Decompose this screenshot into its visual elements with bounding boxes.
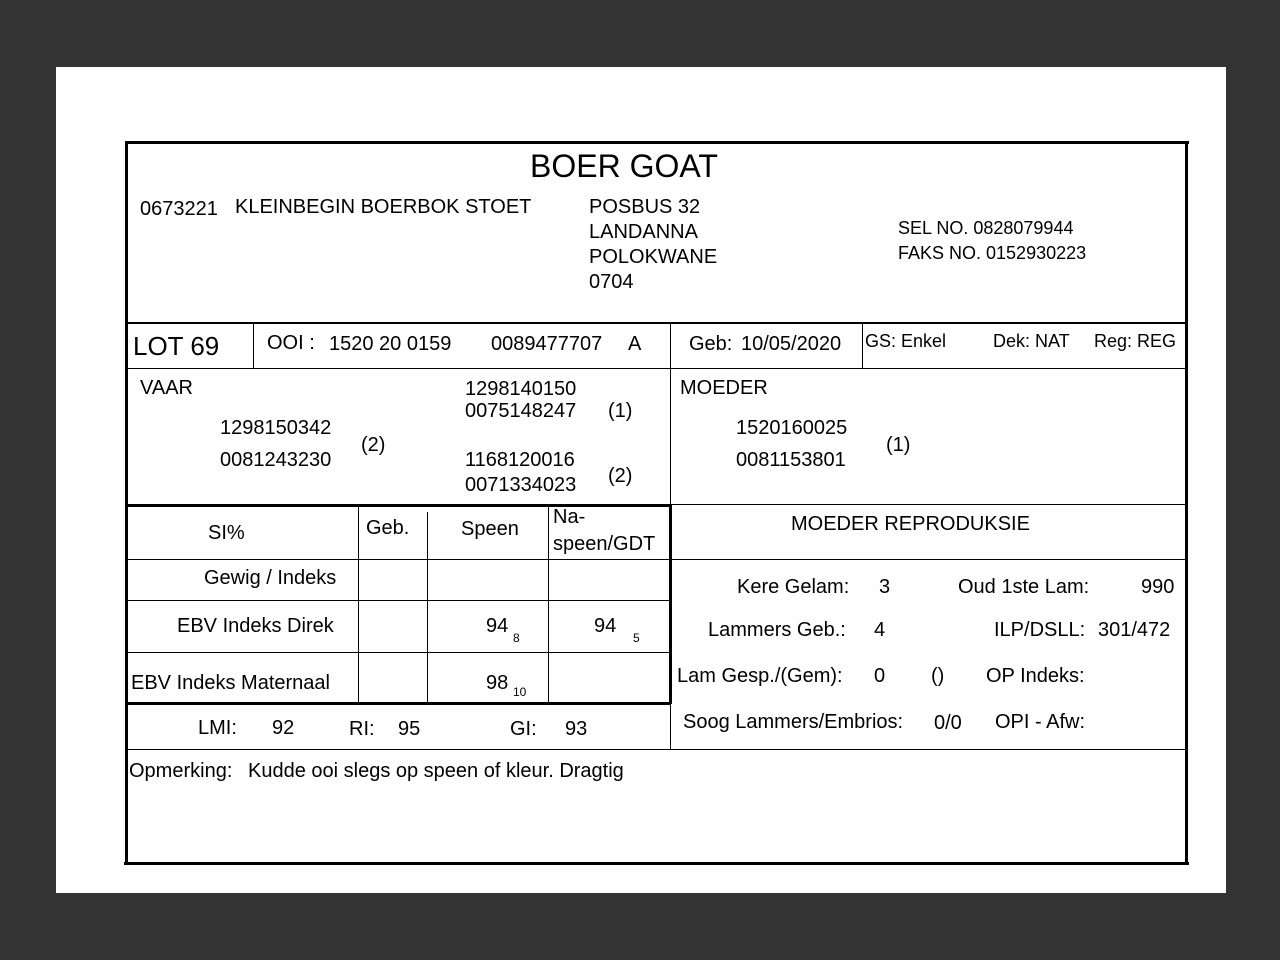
address-line-4: 0704	[589, 271, 634, 293]
dam-label: MOEDER	[680, 377, 768, 399]
kidding-count-label: Kere Gelam:	[737, 576, 850, 598]
dam-code: (1)	[886, 434, 911, 456]
ilp-dsll-label: ILP/DSLL:	[994, 619, 1086, 641]
divider-repro-header	[671, 559, 1186, 560]
ooi-grade: A	[628, 333, 642, 355]
birth-date: 10/05/2020	[741, 333, 842, 355]
ooi-label: OOI :	[267, 332, 315, 354]
ebv-maternal-weaning: 98	[486, 672, 509, 694]
dam-id: 1520160025	[736, 417, 848, 439]
opi-deviation-label: OPI - Afw:	[995, 711, 1086, 733]
ilp-dsll: 301/472	[1098, 619, 1171, 641]
si-row-line-4	[128, 702, 671, 705]
kids-weaned: 0	[874, 665, 886, 687]
sire-reg: 0081243230	[220, 449, 332, 471]
grandsire-1-code: (1)	[608, 400, 633, 422]
sire-label: VAAR	[140, 377, 193, 399]
reproduction-title: MOEDER REPRODUKSIE	[791, 513, 1030, 535]
ri-label: RI:	[349, 718, 375, 740]
kids-weaned-label: Lam Gesp./(Gem):	[677, 665, 843, 687]
divider-pedigree-bottom-right	[671, 504, 1186, 505]
grandsire-2-id: 1168120016	[465, 449, 575, 471]
row-weight-index-label: Gewig / Indeks	[204, 567, 337, 589]
gi-value: 93	[565, 718, 588, 740]
breeder-number: 0673221	[140, 198, 218, 220]
kidding-count: 3	[879, 576, 891, 598]
ebv-direct-weaning-acc: 8	[513, 631, 520, 645]
divider-pedigree-bottom-left	[128, 504, 671, 507]
breeder-name: KLEINBEGIN BOERBOK STOET	[235, 196, 532, 218]
remark-label: Opmerking:	[129, 760, 233, 782]
border-bottom	[124, 862, 1189, 865]
divider-lot-1	[253, 323, 254, 369]
phone-number: SEL NO. 0828079944	[898, 218, 1074, 238]
weaning-header: Speen	[461, 518, 519, 540]
ebv-direct-weaning: 94	[486, 615, 509, 637]
kids-weaned-avg: ()	[931, 665, 945, 687]
divider-remark	[128, 749, 1186, 750]
row-ebv-direct-label: EBV Indeks Direk	[177, 615, 334, 637]
divider-header	[128, 322, 1186, 324]
divider-lot-2	[862, 323, 863, 369]
gi-label: GI:	[510, 718, 537, 740]
address-line-2: LANDANNA	[589, 221, 698, 243]
si-col-line-1	[358, 506, 359, 703]
birth-status: GS: Enkel	[865, 331, 947, 351]
kids-born: 4	[874, 619, 886, 641]
lot-number: LOT 69	[133, 331, 220, 361]
lmi-label: LMI:	[198, 717, 237, 739]
post-weaning-header-1: Na-	[553, 506, 586, 528]
border-right	[1185, 141, 1188, 865]
si-col-line-2	[427, 512, 428, 703]
ooi-reg: 0089477707	[491, 333, 603, 355]
remark-text: Kudde ooi slegs op speen of kleur. Dragtig	[248, 760, 624, 782]
registration-type: Reg: REG	[1094, 331, 1177, 351]
age-first-kid-label: Oud 1ste Lam:	[958, 576, 1090, 598]
kids-born-label: Lammers Geb.:	[708, 619, 846, 641]
si-row-line-3	[128, 652, 671, 653]
grandsire-2-code: (2)	[608, 465, 633, 487]
fax-number: FAKS NO. 0152930223	[898, 243, 1087, 263]
sire-code: (2)	[361, 434, 386, 456]
op-index-label: OP Indeks:	[986, 665, 1085, 687]
ooi-id: 1520 20 0159	[329, 333, 452, 355]
si-row-line-1	[128, 559, 671, 560]
ebv-direct-post-weaning-acc: 5	[633, 631, 640, 645]
ebv-direct-post-weaning: 94	[594, 615, 617, 637]
divider-lot	[128, 368, 1186, 369]
age-first-kid: 990	[1141, 576, 1175, 598]
si-table-right-border	[669, 505, 672, 704]
ebv-maternal-weaning-acc: 10	[513, 685, 527, 699]
si-col-line-3	[548, 506, 549, 703]
sire-id: 1298150342	[220, 417, 332, 439]
grandsire-1-reg: 0075148247	[465, 400, 577, 422]
grandsire-2-reg: 0071334023	[465, 474, 577, 496]
grandsire-1-id: 1298140150	[465, 378, 577, 400]
lmi-value: 92	[272, 717, 295, 739]
birth-header: Geb.	[366, 517, 410, 539]
page-title: BOER GOAT	[530, 148, 718, 184]
si-row-line-2	[128, 600, 671, 601]
si-header: SI%	[208, 522, 245, 544]
dam-reg: 0081153801	[736, 449, 846, 471]
mating-type: Dek: NAT	[993, 331, 1070, 351]
suckled-kids-label: Soog Lammers/Embrios:	[683, 711, 904, 733]
border-top	[126, 141, 1189, 144]
row-ebv-maternal-label: EBV Indeks Maternaal	[131, 672, 330, 694]
address-line-1: POSBUS 32	[589, 196, 701, 218]
birth-label: Geb:	[689, 333, 733, 355]
suckled-kids: 0/0	[934, 712, 962, 734]
ri-value: 95	[398, 718, 421, 740]
post-weaning-header-2: speen/GDT	[553, 533, 656, 555]
border-left	[125, 141, 128, 865]
address-line-3: POLOKWANE	[589, 246, 718, 268]
